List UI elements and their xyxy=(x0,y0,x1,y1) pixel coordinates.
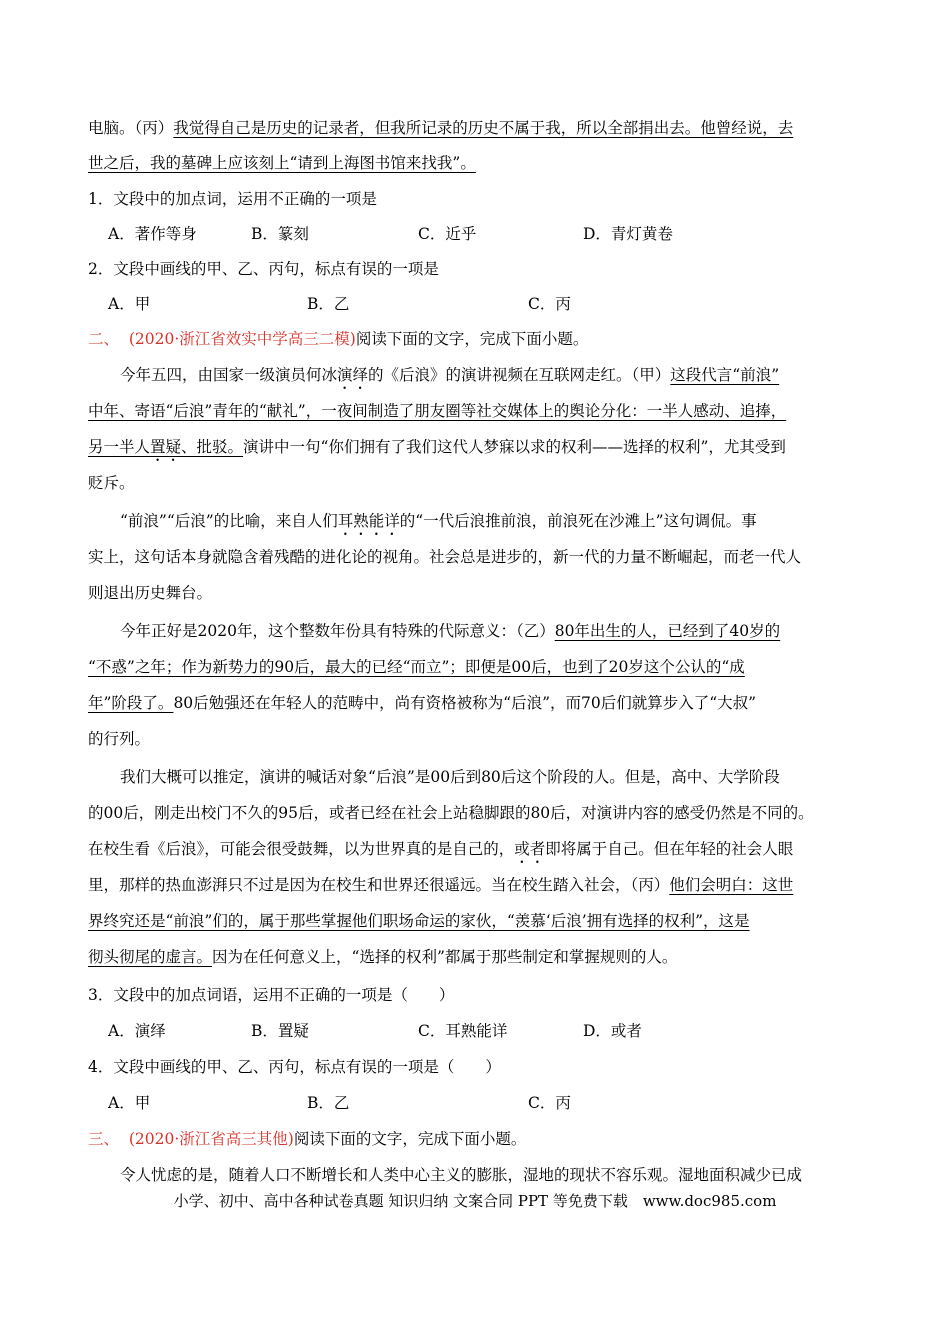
section-source: (2020·浙江省效实中学高三二模) xyxy=(128,330,356,348)
text-line xyxy=(88,436,786,465)
section-2-heading xyxy=(88,328,588,350)
section-number: 三、 xyxy=(88,1130,120,1148)
text-line: 令人忧虑的是，随着人口不断增长和人类中心主义的膨胀，湿地的现状不容乐观。湿地面积减少已成 xyxy=(120,1166,803,1184)
text-line xyxy=(120,620,780,642)
text-line: 我们大概可以推定，演讲的喊话对象“后浪”是00后到80后这个阶段的人。但是，高中、大学阶段 xyxy=(120,768,780,786)
underlined-sentence-bing-cont: 世之后，我的墓碑上应该刻上“请到上海图书馆来找我”。 xyxy=(88,154,476,172)
q2-option-b[interactable]: B．乙 xyxy=(307,295,350,313)
text-line xyxy=(88,152,476,174)
text-line: 则退出历史舞台。 xyxy=(88,584,213,602)
text-line: 的行列。 xyxy=(88,730,151,748)
text-line xyxy=(120,364,779,393)
question-3: 3．文段中的加点词语，运用不正确的一项是（ ） xyxy=(88,986,455,1004)
underlined-span: 年”阶段了。 xyxy=(88,694,174,712)
underlined-span: 彻头彻尾的虚言。 xyxy=(88,948,213,966)
text-span: “前浪”“后浪”的比喻，来自人们 xyxy=(120,512,338,530)
page-footer: 小学、初中、高中各种试卷真题 知识归纳 文案合同 PPT 等免费下载 www.doc985.com xyxy=(173,1192,777,1210)
text-line: 实上，这句话本身就隐含着残酷的进化论的视角。社会总是进步的，新一代的力量不断崛起，而老一代人 xyxy=(88,548,802,566)
text-line xyxy=(88,946,677,968)
question-2: 2．文段中画线的甲、乙、丙句，标点有误的一项是 xyxy=(88,260,439,278)
dotted-word: 或者 xyxy=(514,840,546,858)
underlined-sentence-yi-cont: “不惑”之年；作为新势力的90后，最大的已经“而立”；即便是00后，也到了20岁这个公认的“成 xyxy=(88,658,745,676)
q1-option-d[interactable]: D．青灯黄卷 xyxy=(583,225,673,243)
q3-option-d[interactable]: D．或者 xyxy=(583,1022,642,1040)
underlined-sentence-jia-cont: 中年、寄语“后浪”青年的“献礼”，一夜间制造了朋友圈等社交媒体上的舆论分化：一半人感动、追捧， xyxy=(88,402,787,420)
q2-option-c[interactable]: C．丙 xyxy=(528,295,571,313)
section-source: (2020·浙江省高三其他) xyxy=(128,1130,294,1148)
text-line xyxy=(88,656,745,678)
q1-option-c[interactable]: C．近乎 xyxy=(418,225,477,243)
q2-option-a[interactable]: A．甲 xyxy=(108,295,151,313)
underlined-sentence-bing2: 他们会明白：这世 xyxy=(669,876,794,894)
q4-option-c[interactable]: C．丙 xyxy=(528,1094,571,1112)
underlined-sentence-bing2-cont: 界终究还是“前浪”们的，属于那些掌握他们职场命运的家伙，“羡慕‘后浪’拥有选择的权利”，这是 xyxy=(88,912,750,930)
underlined-sentence-jia: 这段代言“前浪” xyxy=(670,366,780,384)
text-span: 电脑。（丙） xyxy=(88,119,174,137)
text-span: 因为在任何意义上，“选择的权利”都属于那些制定和掌握规则的人。 xyxy=(212,948,678,966)
text-line: 贬斥。 xyxy=(88,474,135,492)
text-span: 的《后浪》的演讲视频在互联网走红。（甲） xyxy=(368,366,671,384)
text-span: 即将属于自己。但在年轻的社会人眼 xyxy=(545,840,794,858)
section-instruction: 阅读下面的文字，完成下面小题。 xyxy=(293,1130,527,1148)
section-3-heading xyxy=(88,1128,526,1150)
q3-option-a[interactable]: A．演绎 xyxy=(108,1022,166,1040)
question-4: 4．文段中画线的甲、乙、丙句，标点有误的一项是（ ） xyxy=(88,1058,501,1076)
text-line xyxy=(88,692,756,714)
underlined-sentence-bing: 我觉得自己是历史的记录者，但我所记录的历史不属于我，所以全部捐出去。他曾经说，去 xyxy=(173,119,794,137)
underlined-span: 、批驳。 xyxy=(181,438,244,456)
q4-option-a[interactable]: A．甲 xyxy=(108,1094,151,1112)
q4-option-b[interactable]: B．乙 xyxy=(307,1094,350,1112)
text-line xyxy=(88,117,793,139)
underlined-span: 另一半人 xyxy=(88,438,151,456)
text-span: 演讲中一句“你们拥有了我们这代人梦寐以求的权利——选择的权利”，尤其受到 xyxy=(243,438,786,456)
text-span: 今年五四，由国家一级演员何冰 xyxy=(120,366,338,384)
q3-option-c[interactable]: C．耳熟能详 xyxy=(418,1022,508,1040)
text-line xyxy=(88,838,793,867)
section-number: 二、 xyxy=(88,330,120,348)
underlined-sentence-yi: 80年出生的人，已经到了40岁的 xyxy=(554,622,781,640)
text-line: 的00后，刚走出校门不久的95后，或者已经在社会上站稳脚跟的80后，对演讲内容的感受仍然是不同的。 xyxy=(88,804,814,822)
q1-option-a[interactable]: A．著作等身 xyxy=(108,225,197,243)
q1-option-b[interactable]: B．篆刻 xyxy=(251,225,309,243)
text-span: 的“一代后浪推前浪，前浪死在沙滩上”这句调侃。事 xyxy=(399,512,757,530)
section-instruction: 阅读下面的文字，完成下面小题。 xyxy=(355,330,589,348)
question-1: 1．文段中的加点词，运用不正确的一项是 xyxy=(88,190,377,208)
dotted-word: 耳熟能详 xyxy=(337,512,400,530)
text-span: 今年正好是2020年，这个整数年份具有特殊的代际意义：（乙） xyxy=(120,622,555,640)
dotted-word: 置疑 xyxy=(150,438,182,456)
dotted-word: 演绎 xyxy=(337,366,369,384)
text-line xyxy=(88,910,750,932)
text-line xyxy=(88,874,793,896)
text-span: 里，那样的热血澎湃只不过是因为在校生和世界还很遥远。当在校生踏入社会，（丙） xyxy=(88,876,670,894)
text-span: 80后勉强还在年轻人的范畴中，尚有资格被称为“后浪”，而70后们就算步入了“大叔” xyxy=(173,694,757,712)
text-line xyxy=(120,510,757,539)
text-line xyxy=(88,400,786,422)
q3-option-b[interactable]: B．置疑 xyxy=(251,1022,309,1040)
text-span: 在校生看《后浪》，可能会很受鼓舞，以为世界真的是自己的， xyxy=(88,840,515,858)
